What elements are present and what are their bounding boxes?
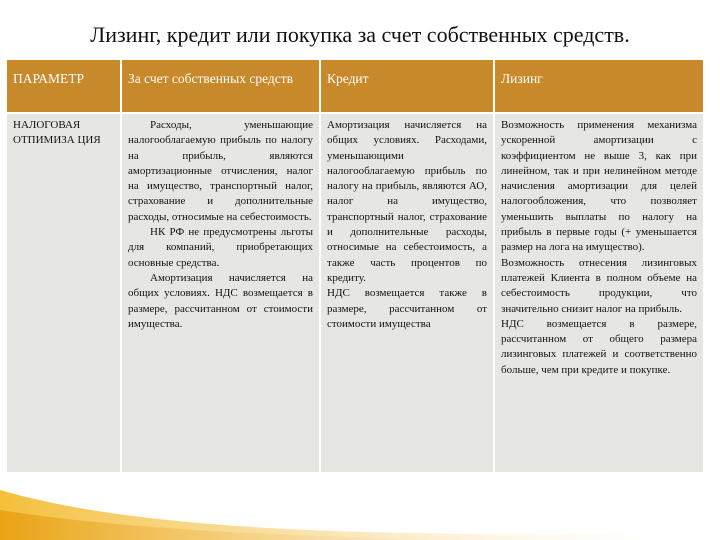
own-funds-paragraph: НК РФ не предусмотрены льготы для компаний, приобретающих основные средства.	[128, 226, 313, 269]
decorative-swoosh	[0, 470, 720, 540]
table-header-row	[7, 60, 704, 113]
own-funds-paragraph: Амортизация начисляется на общих условиях. НДС возмещается в размере, рассчитанном от стоимости имущества.	[128, 271, 313, 330]
credit-paragraph: Амортизация начисляется на общих условиях. Расходами, уменьшающими налогооблагаемую прибыль по налогу на прибыль, являются АО, налог на имущество, транспортный налог, страхование и дополнительные расходы, относимые на себестоимость, а также часть процентов по кредиту.	[327, 119, 487, 284]
leasing-paragraph: Возможность применения механизма ускоренной амортизации с коэффициентом не выше 3, как при линейном, так и при нелинейном методе начисления амортизации для целей налогообложения, что позволяет уменьшить выплаты по налогу на прибыль в первые годы (+ уменьшается размер на лога на имущество).	[501, 119, 697, 254]
header-leasing: Лизинг	[494, 60, 704, 113]
own-funds-paragraph: Расходы, уменьшающие налогооблагаемую прибыль по налогу на прибыль, являются амортизационные отчисления, налог на имущество, транспортный налог, страхование и дополнительные расходы, относимые на себестоимость.	[128, 119, 313, 223]
leasing-paragraph: НДС возмещается в размере, рассчитанном от общего размера лизинговых платежей и соответственно больше, чем при кредите и покупке.	[501, 317, 697, 376]
header-own-funds: За счет собственных средств	[121, 60, 320, 113]
slide-title: Лизинг, кредит или покупка за счет собственных средств.	[90, 22, 630, 47]
own-funds-cell	[121, 113, 320, 473]
comparison-table	[7, 60, 705, 474]
row-parameter-cell: НАЛОГОВАЯ ОТПИМИЗА ЦИЯ	[7, 113, 121, 473]
credit-paragraph: НДС возмещается также в размере, рассчитанном от стоимости имущества	[327, 287, 487, 330]
leasing-paragraph: Возможность отнесения лизинговых платежей Клиента в полном объеме на себестоимость продукции, что значительно снизит налог на прибыль.	[501, 256, 697, 315]
header-credit: Кредит	[320, 60, 494, 113]
header-parameter: ПАРАМЕТР	[7, 60, 121, 113]
leasing-cell	[494, 113, 704, 473]
credit-cell	[320, 113, 494, 473]
table-row	[7, 113, 704, 473]
